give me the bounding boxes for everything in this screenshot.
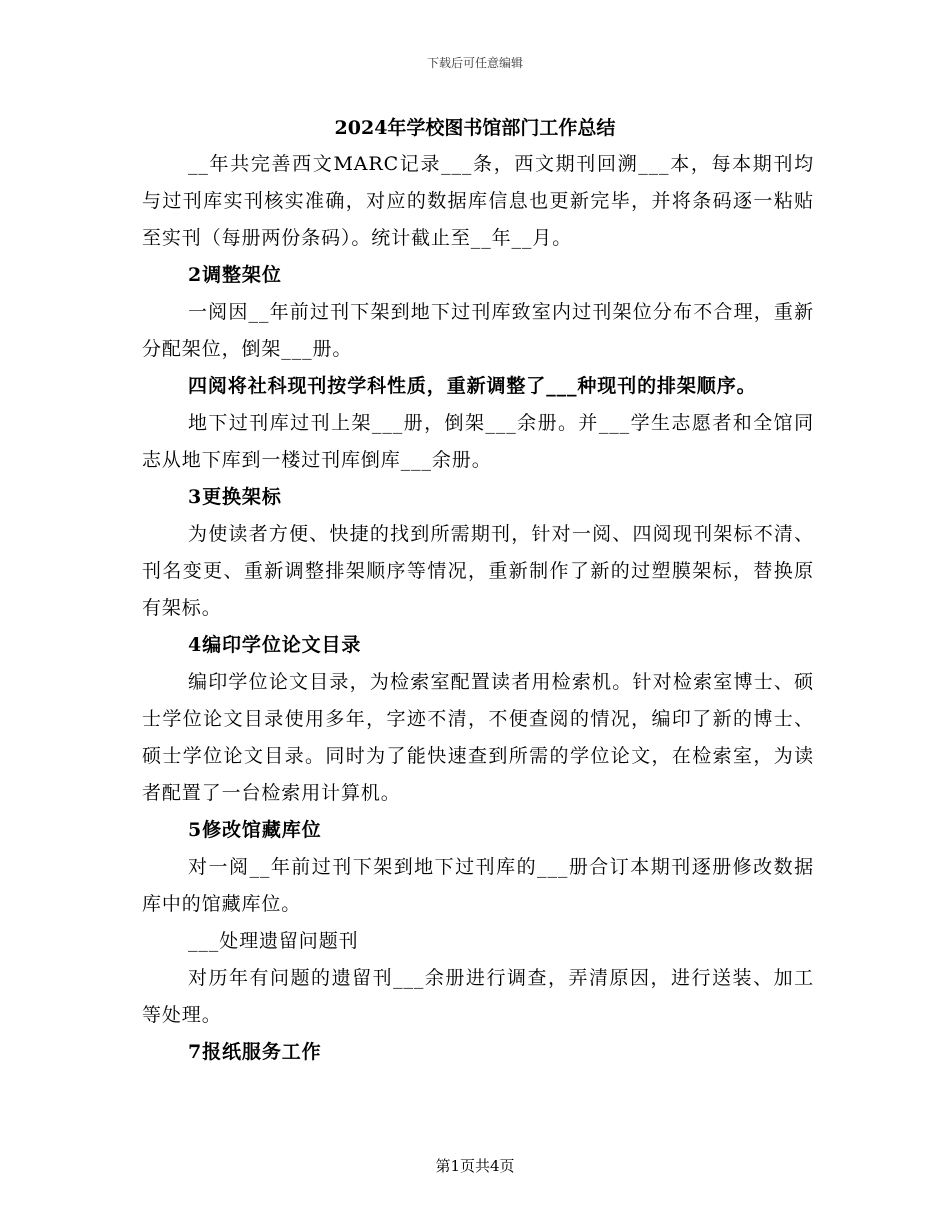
- paragraph: __年共完善西文MARC记录___条，西文期刊回溯___本，每本期刊均与过刊库实刊核实准确，对应的数据库信息也更新完毕，并将条码逐一粘贴至实刊（每册两份条码）。统计截止至__年__月。: [142, 153, 814, 249]
- section-heading: 5修改馆藏库位: [188, 819, 322, 841]
- paragraph: 为使读者方便、快捷的找到所需期刊，针对一阅、四阅现刊架标不清、刊名变更、重新调整排架顺序等情况，重新制作了新的过塑膜架标，替换原有架标。: [142, 523, 814, 619]
- document-body: [142, 146, 814, 1071]
- section-heading: 4编印学位论文目录: [188, 634, 362, 656]
- paragraph: 编印学位论文目录，为检索室配置读者用检索机。针对检索室博士、硕士学位论文目录使用多年，字迹不清，不便查阅的情况，编印了新的博士、硕士学位论文目录。同时为了能快速查到所需的学位论文，在检索室，为读者配置了一台检索用计算机。: [142, 671, 814, 804]
- section-heading: 3更换架标: [188, 486, 282, 508]
- header-note: 下载后可任意编辑: [426, 56, 523, 70]
- paragraph: 对一阅__年前过刊下架到地下过刊库的___册合订本期刊逐册修改数据库中的馆藏库位。: [142, 856, 814, 915]
- paragraph: 一阅因__年前过刊下架到地下过刊库致室内过刊架位分布不合理，重新分配架位，倒架___册。: [142, 301, 814, 360]
- section-heading: 7报纸服务工作: [188, 1041, 322, 1063]
- paragraph: 对历年有问题的遗留刊___余册进行调查，弄清原因，进行送装、加工等处理。: [142, 967, 814, 1026]
- paragraph: ___处理遗留问题刊: [188, 930, 359, 952]
- page-footer: 第1页共4页: [435, 1157, 515, 1175]
- document-title: 2024年学校图书馆部门工作总结: [334, 117, 616, 139]
- paragraph: 地下过刊库过刊上架___册，倒架___余册。并___学生志愿者和全馆同志从地下库到一楼过刊库倒库___余册。: [142, 412, 814, 471]
- section-heading: 四阅将社科现刊按学科性质，重新调整了___种现刊的排架顺序。: [188, 375, 757, 397]
- section-heading: 2调整架位: [188, 264, 282, 286]
